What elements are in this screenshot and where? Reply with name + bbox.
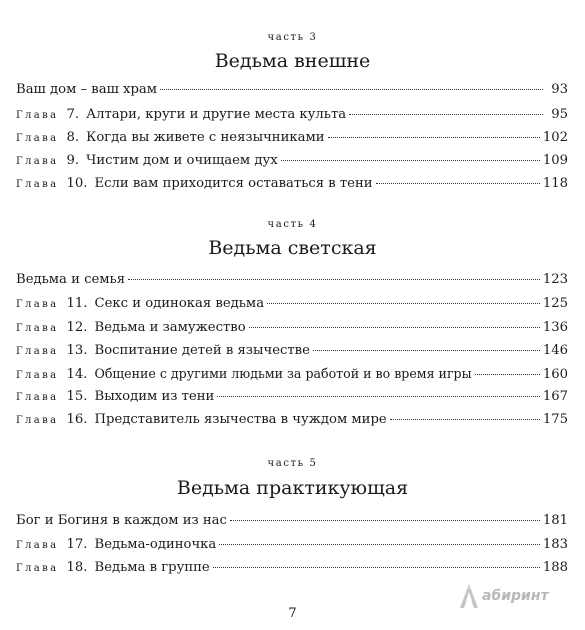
toc-entry: [16, 366, 568, 382]
chapter-number: 7.: [66, 107, 80, 122]
labyrinth-logo-icon: [458, 583, 480, 609]
entry-title: Воспитание детей в язычестве: [94, 343, 310, 358]
toc-entry: [16, 107, 568, 122]
chapter-prefix: Глава: [16, 346, 59, 357]
part-3-title: Ведьма внешне: [214, 50, 371, 72]
entry-page: 181: [542, 513, 568, 528]
chapter-number: 17.: [66, 537, 88, 552]
entry-title: Общение с другими людьми за работой и во время игры: [94, 366, 472, 381]
chapter-number: 12.: [66, 320, 88, 335]
entry-title: Когда вы живете с неязычниками: [86, 130, 325, 145]
watermark-text: абиринт: [482, 588, 549, 604]
leader-dots: [349, 113, 543, 115]
entry-title: Секс и одинокая ведьма: [94, 296, 265, 311]
chapter-number: 11.: [66, 296, 88, 311]
entry-page: 175: [542, 412, 568, 427]
leader-dots: [128, 278, 540, 280]
toc-entry: [16, 82, 568, 97]
chapter-number: 16.: [66, 412, 88, 427]
entry-title: Ведьма и семья: [16, 272, 126, 287]
watermark: [458, 583, 549, 609]
leader-dots: [217, 395, 540, 397]
entry-page: 125: [542, 296, 568, 311]
entry-page: 160: [542, 367, 568, 382]
leader-dots: [475, 373, 540, 375]
entry-page: 102: [542, 130, 568, 145]
part-3-label: часть 3: [267, 32, 318, 43]
toc-entry: [16, 560, 568, 575]
entry-title: Ведьма в группе: [94, 560, 210, 575]
entry-page: 183: [542, 537, 568, 552]
part-5-label: часть 5: [267, 458, 318, 469]
chapter-prefix: Глава: [16, 415, 59, 426]
chapter-number: 15.: [66, 389, 88, 404]
part-4-label: часть 4: [267, 219, 318, 230]
leader-dots: [249, 326, 540, 328]
toc-entry: [16, 272, 568, 287]
entry-title: Ведьма и замужество: [94, 320, 246, 335]
entry-title: Чистим дом и очищаем дух: [86, 153, 278, 168]
chapter-number: 9.: [66, 153, 80, 168]
entry-title: Ведьма-одиночка: [94, 537, 217, 552]
toc-entry: [16, 537, 568, 552]
chapter-prefix: Глава: [16, 370, 59, 381]
toc-entry: [16, 412, 568, 427]
entry-title: Алтари, круги и другие места культа: [86, 107, 347, 122]
leader-dots: [267, 302, 540, 304]
entry-page: 109: [542, 153, 568, 168]
entry-page: 167: [542, 389, 568, 404]
toc-entry: [16, 130, 568, 145]
leader-dots: [376, 182, 540, 184]
chapter-number: 14.: [66, 367, 88, 382]
entry-page: 146: [542, 343, 568, 358]
chapter-prefix: Глава: [16, 133, 59, 144]
toc-entry: [16, 343, 568, 358]
chapter-prefix: Глава: [16, 156, 59, 167]
entry-page: 93: [551, 82, 568, 97]
part-5-title: Ведьма практикующая: [176, 477, 409, 499]
leader-dots: [281, 159, 540, 161]
page-number: 7: [288, 606, 297, 621]
chapter-prefix: Глава: [16, 323, 59, 334]
chapter-number: 18.: [66, 560, 88, 575]
entry-page: 95: [551, 107, 568, 122]
toc-entry: [16, 176, 568, 191]
entry-title: Выходим из тени: [94, 389, 215, 404]
entry-title: Бог и Богиня в каждом из нас: [16, 513, 227, 528]
entry-page: 188: [542, 560, 568, 575]
entry-page: 123: [542, 272, 568, 287]
leader-dots: [390, 418, 540, 420]
entry-title: Если вам приходится оставаться в тени: [94, 176, 373, 191]
leader-dots: [313, 349, 540, 351]
toc-entry: [16, 389, 568, 404]
part-4-title: Ведьма светская: [208, 237, 377, 259]
entry-page: 136: [542, 320, 568, 335]
entry-title: Ваш дом – ваш храм: [16, 82, 158, 97]
toc-entry: [16, 320, 568, 335]
chapter-number: 13.: [66, 343, 88, 358]
entry-page: 118: [542, 176, 568, 191]
chapter-prefix: Глава: [16, 540, 59, 551]
chapter-prefix: Глава: [16, 299, 59, 310]
toc-entry: [16, 513, 568, 528]
toc-entry: [16, 153, 568, 168]
leader-dots: [219, 543, 540, 545]
chapter-prefix: Глава: [16, 563, 59, 574]
chapter-number: 8.: [66, 130, 80, 145]
chapter-number: 10.: [66, 176, 88, 191]
chapter-prefix: Глава: [16, 179, 59, 190]
chapter-prefix: Глава: [16, 110, 59, 121]
leader-dots: [213, 566, 540, 568]
leader-dots: [328, 136, 540, 138]
chapter-prefix: Глава: [16, 392, 59, 403]
entry-title: Представитель язычества в чуждом мире: [94, 412, 387, 427]
toc-entry: [16, 296, 568, 311]
leader-dots: [160, 88, 543, 90]
leader-dots: [230, 519, 540, 521]
